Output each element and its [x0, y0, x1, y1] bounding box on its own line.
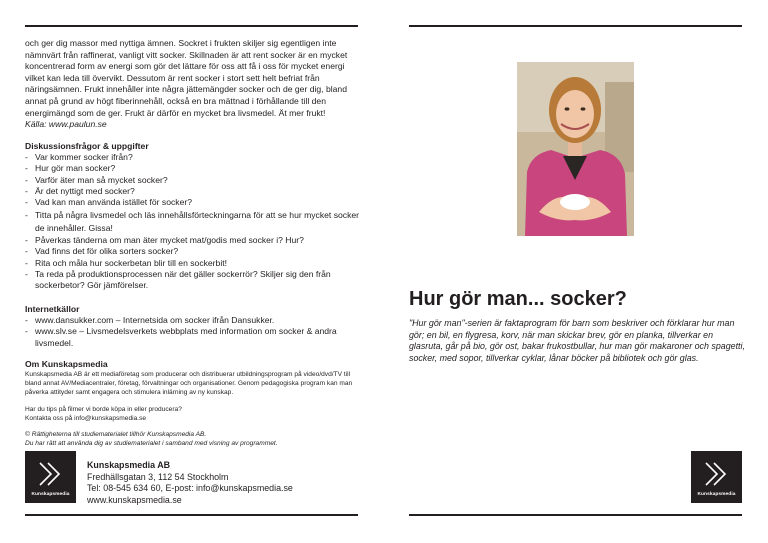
tips-line-2[interactable]: Kontakta oss på info@kunskapsmedia.se [25, 414, 147, 422]
about-body: Kunskapsmedia AB är ett mediaföretag som producerar och distribuerar utbildningsprogram på video/dvd/TV till bland annat AV/Mediacentraler, företag, förvaltningar och organisationer. Genom pedagogiska program kan man påverka attityder samt engagera och stimulera inlärning av ny kunskap. [25, 371, 353, 397]
discussion-list [25, 152, 365, 292]
logo [25, 451, 76, 503]
list-item: - Varför äter man så mycket socker? [25, 175, 365, 186]
chevron-logo-icon [38, 461, 63, 487]
tips-line-1: Har du tips på filmer vi borde köpa in eller producera? [25, 405, 182, 413]
bottom-rule-left [25, 514, 358, 516]
list-item: - Är det nyttigt med socker? [25, 186, 365, 197]
logo-text: Kunskapsmedia [31, 492, 70, 497]
cover-photo [517, 62, 634, 236]
intro-text: och ger dig massor med nyttiga ämnen. Sockret i frukten skiljer sig egentligen inte nämnvärt från raffinerat, vanligt vitt socker. Skillnaden är att rent socker är en mycket koncentrerad form av energi som gör det lättare för oss att få i oss för mycket energi vilket kan leda till övervikt. Dessutom är rent socker i stort sett helt befriat från näringsämnen. Frukt innehåller inte några jättemängder socker och de ger dig, bland annat på grund av högt fiberinnehåll, också en bra mättnad i förhållande till den energimängd som de ger. Frukt är därför en mycket bra livsmedel. Ät mer frukt! [25, 38, 348, 118]
company-street: Fredhällsgatan 3, 112 54 Stockholm [87, 471, 229, 482]
discussion-heading: Diskussionsfrågor & uppgifter [25, 140, 149, 151]
list-item: - Hur gör man socker? [25, 163, 365, 174]
internet-list [25, 315, 365, 349]
chevron-logo-icon [704, 461, 729, 487]
logo-text: Kunskapsmedia [697, 492, 736, 497]
about-heading: Om Kunskapsmedia [25, 359, 108, 370]
bottom-rule-right [409, 514, 742, 516]
cover-lead: "Hur gör man"-serien är faktaprogram för barn som beskriver och förklarar hur man gör; en bil, en flygresa, korv, när man skickar brev, gör en planka, tillverkar en glasruta, går på bio, gör ost, bakar frukostbullar, hur man gör makaroner och spagetti, socker, med sopor, tillverkar cyklar, lånar böcker på bibliotek och gör glas. [409, 318, 745, 363]
company-phone-email[interactable]: Tel: 08-545 634 60, E-post: info@kunskapsmedia.se [87, 483, 293, 494]
company-name: Kunskapsmedia AB [87, 460, 171, 470]
cover-title: Hur gör man... socker? [409, 288, 627, 310]
contact-block [87, 460, 293, 506]
list-item: - Ta reda på produktionsprocessen när det gäller sockerrör? Skiljer sig den från sockerbetor? Gör jämförelser. [25, 269, 365, 292]
list-item: - Vad finns det för olika sorters socker? [25, 246, 365, 257]
list-item: - Påverkas tänderna om man äter mycket mat/godis med socker i? Hur? [25, 235, 365, 246]
company-web[interactable]: www.kunskapsmedia.se [87, 494, 182, 505]
rights-line-2: Du har rätt att använda dig av studiematerialet i samband med visning av programmet. [25, 440, 278, 448]
list-item: - Titta på några livsmedel och läs innehållsförteckningarna för att se hur mycket socker de innehåller. Gissa! [25, 209, 365, 235]
internet-heading: Internetkällor [25, 303, 80, 314]
logo [691, 451, 742, 503]
intro-section [25, 38, 365, 448]
list-item: - Var kommer socker ifrån? [25, 152, 365, 163]
intro-source: Källa: www.paulun.se [25, 119, 107, 130]
list-item[interactable]: - www.slv.se – Livsmedelsverkets webbplats med information om socker & andra livsmedel. [25, 326, 365, 349]
list-item: - Rita och måla hur sockerbetan blir till en sockerbit! [25, 258, 365, 269]
list-item: - Vad kan man använda istället för socker? [25, 197, 365, 208]
top-rule-right [409, 25, 742, 27]
rights-line-1: © Rättigheterna till studiematerialet tillhör Kunskapsmedia AB. [25, 431, 207, 439]
list-item[interactable]: - www.dansukker.com – Internetsida om socker ifrån Dansukker. [25, 315, 365, 326]
top-rule-left [25, 25, 358, 27]
